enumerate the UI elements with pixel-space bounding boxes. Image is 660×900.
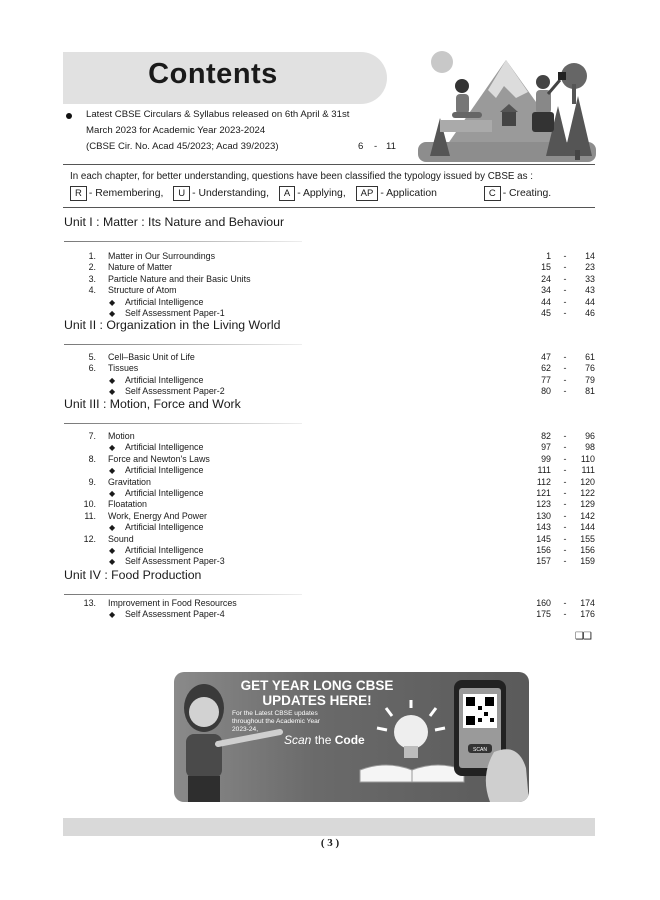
- diamond-bullet-icon: ◆: [109, 557, 116, 567]
- page-from: 77: [541, 374, 551, 385]
- chapter-number: 11.: [84, 510, 96, 521]
- toc-chapter[interactable]: [80, 534, 595, 545]
- toc-chapter[interactable]: [80, 274, 595, 285]
- page-range-dash: -: [563, 363, 567, 374]
- page-from: 121: [536, 488, 551, 498]
- page-to: 61: [585, 352, 595, 362]
- page-from: 80: [541, 386, 551, 397]
- circulars-dash: -: [374, 141, 378, 152]
- page-from: 45: [541, 308, 551, 318]
- toc-chapter[interactable]: [80, 352, 595, 363]
- page-from: 47: [541, 352, 551, 362]
- page-range-dash: -: [563, 488, 567, 498]
- toc-chapter[interactable]: [80, 262, 595, 273]
- page-to: 155: [580, 533, 595, 544]
- toc-subentry[interactable]: [80, 465, 595, 476]
- page-range-dash: -: [563, 352, 567, 362]
- page-from: 34: [541, 285, 551, 296]
- diamond-bullet-icon: ◆: [109, 546, 116, 555]
- entry-title: Self Assessment Paper-4: [125, 609, 225, 620]
- page-from: 175: [536, 609, 551, 620]
- page-from: 157: [536, 556, 551, 567]
- toc-subentry[interactable]: [80, 556, 595, 567]
- toc-chapter[interactable]: [80, 251, 595, 262]
- typology-item-u: U - Understanding,: [173, 186, 269, 201]
- entry-title: Artificial Intelligence: [125, 442, 204, 453]
- page-range-dash: -: [563, 374, 567, 385]
- toc-subentry[interactable]: [80, 609, 595, 620]
- page-from: 156: [536, 545, 551, 555]
- diamond-bullet-icon: ◆: [109, 387, 116, 397]
- page-range-dash: -: [563, 522, 567, 533]
- page-from: 123: [536, 499, 551, 510]
- page-range-dash: -: [563, 453, 567, 464]
- page-from: 62: [541, 363, 551, 374]
- page-from: 111: [537, 465, 551, 476]
- page-from: 97: [541, 442, 551, 453]
- diamond-bullet-icon: ◆: [109, 309, 116, 318]
- page-range-dash: -: [563, 556, 567, 567]
- bullet-icon: [66, 113, 72, 119]
- typology-item-ap: AP - Application: [356, 186, 437, 201]
- page-from: 1: [546, 251, 551, 261]
- page-range-dash: -: [563, 273, 567, 284]
- entry-title: Tissues: [108, 363, 139, 374]
- toc-chapter[interactable]: [80, 285, 595, 296]
- page-range-dash: -: [563, 262, 567, 273]
- page-range-dash: -: [563, 510, 567, 521]
- page-to: 122: [580, 488, 595, 498]
- page-to: 110: [580, 453, 595, 464]
- page-to: 142: [580, 510, 595, 521]
- page-range-dash: -: [563, 308, 567, 318]
- page-range-dash: -: [563, 476, 567, 487]
- end-marks: ❑❑: [575, 631, 591, 642]
- entry-title: Artificial Intelligence: [125, 488, 204, 498]
- page-range-dash: -: [563, 609, 567, 620]
- page-range-dash: -: [563, 386, 567, 397]
- entry-title: Work, Energy And Power: [108, 510, 207, 521]
- toc-subentry[interactable]: [80, 545, 595, 556]
- page-from: 112: [536, 476, 551, 487]
- diamond-bullet-icon: ◆: [109, 523, 116, 533]
- promo-banner[interactable]: [174, 672, 529, 802]
- unit-heading: Unit II : Organization in the Living World: [64, 318, 281, 332]
- toc-chapter[interactable]: [80, 454, 595, 465]
- chapter-number: 6.: [88, 363, 96, 374]
- entry-title: Self Assessment Paper-1: [125, 308, 225, 318]
- diamond-bullet-icon: ◆: [109, 443, 116, 453]
- entry-title: Floatation: [108, 499, 147, 510]
- toc-chapter[interactable]: [80, 363, 595, 374]
- chapter-number: 10.: [83, 499, 96, 510]
- chapter-number: 12.: [83, 533, 96, 544]
- entry-title: Artificial Intelligence: [125, 296, 204, 307]
- toc-chapter[interactable]: [80, 511, 595, 522]
- entry-title: Force and Newton's Laws: [108, 453, 210, 464]
- lightbulb-icon: [377, 700, 445, 758]
- chapter-number: 13.: [83, 598, 96, 608]
- chapter-number: 5.: [88, 352, 96, 362]
- page-to: 144: [580, 522, 595, 533]
- page-from: 145: [536, 533, 551, 544]
- page-to: 33: [585, 273, 595, 284]
- typology-legend: [70, 186, 585, 201]
- diamond-bullet-icon: ◆: [109, 610, 116, 620]
- cabin-shape: [502, 112, 516, 126]
- page-to: 44: [585, 296, 595, 307]
- page-to: 159: [580, 556, 595, 567]
- typology-item-a: A - Applying,: [279, 186, 346, 201]
- typology-item-c: C - Creating.: [484, 186, 551, 201]
- page-to: 120: [580, 476, 595, 487]
- toc-subentry[interactable]: [80, 386, 595, 397]
- page-to: 111: [581, 465, 595, 476]
- toc-chapter[interactable]: [80, 477, 595, 488]
- circulars-page-to: 11: [386, 141, 396, 152]
- entry-title: Sound: [108, 533, 134, 544]
- banner-scan-cta[interactable]: Scan the Code: [284, 733, 365, 747]
- entry-title: Self Assessment Paper-2: [125, 386, 225, 397]
- circulars-page-from: 6: [358, 141, 364, 152]
- chapter-number: 1.: [88, 251, 96, 261]
- entry-title: Gravitation: [108, 476, 151, 487]
- entry-title: Artificial Intelligence: [125, 374, 204, 385]
- page-to: 79: [585, 374, 595, 385]
- page-number: ( 3 ): [320, 837, 340, 849]
- banner-subtitle: For the Latest CBSE updates throughout the Academic Year 2023-24,: [232, 710, 320, 733]
- chapter-number: 9.: [88, 476, 96, 487]
- divider-top: [63, 164, 595, 165]
- book-icon: [360, 765, 464, 782]
- page-range-dash: -: [563, 598, 567, 608]
- unit-heading: Unit III : Motion, Force and Work: [64, 397, 241, 411]
- page-title: Contents: [148, 58, 278, 90]
- entry-title: Artificial Intelligence: [125, 522, 204, 533]
- unit-rule: [64, 241, 302, 242]
- page-to: 81: [585, 386, 595, 397]
- entry-title: Nature of Matter: [108, 262, 173, 273]
- scan-button-label: SCAN: [473, 747, 487, 753]
- typology-item-r: R - Remembering,: [70, 186, 163, 201]
- circulars-line-2: March 2023 for Academic Year 2023-2024: [86, 125, 266, 136]
- entry-title: Improvement in Food Resources: [108, 598, 237, 608]
- page-to: 96: [585, 431, 595, 441]
- toc-chapter[interactable]: [80, 499, 595, 510]
- unit-heading: Unit IV : Food Production: [64, 568, 202, 582]
- page-from: 160: [536, 598, 551, 608]
- diamond-bullet-icon: ◆: [109, 466, 116, 476]
- diamond-bullet-icon: ◆: [109, 375, 116, 385]
- entry-title: Artificial Intelligence: [125, 465, 204, 476]
- entry-title: Particle Nature and their Basic Units: [108, 273, 251, 284]
- diamond-bullet-icon: ◆: [109, 297, 116, 307]
- page-range-dash: -: [563, 296, 567, 307]
- page-range-dash: -: [563, 545, 567, 555]
- chapter-number: 3.: [88, 273, 96, 284]
- chapter-number: 4.: [88, 285, 96, 296]
- sun-icon: [431, 51, 453, 73]
- page-to: 43: [585, 285, 595, 296]
- page-range-dash: -: [563, 465, 567, 476]
- unit-heading: Unit I : Matter : Its Nature and Behaviour: [64, 215, 285, 229]
- entry-title: Structure of Atom: [108, 285, 177, 296]
- page-to: 23: [585, 262, 595, 273]
- page-range-dash: -: [563, 251, 567, 261]
- toc-subentry[interactable]: [80, 297, 595, 308]
- page-to: 98: [585, 442, 595, 453]
- entry-title: Artificial Intelligence: [125, 545, 204, 555]
- toc-subentry[interactable]: [80, 488, 595, 499]
- diamond-bullet-icon: ◆: [109, 489, 116, 498]
- page-to: 14: [585, 251, 595, 261]
- entry-title: Self Assessment Paper-3: [125, 556, 225, 567]
- circulars-line-3: (CBSE Cir. No. Acad 45/2023; Acad 39/2023): [86, 141, 279, 152]
- hand-shape: [486, 749, 529, 802]
- page-to: 46: [585, 308, 595, 318]
- page-from: 99: [541, 453, 551, 464]
- entry-title: Matter in Our Surroundings: [108, 251, 216, 261]
- toc-chapter[interactable]: [80, 598, 595, 609]
- page-from: 24: [541, 273, 551, 284]
- entry-title: Motion: [108, 431, 135, 441]
- page-from: 130: [536, 510, 551, 521]
- header-illustration: [418, 46, 596, 162]
- page-range-dash: -: [563, 442, 567, 453]
- toc-chapter[interactable]: [80, 431, 595, 442]
- page-from: 82: [541, 431, 551, 441]
- toc-subentry[interactable]: [80, 375, 595, 386]
- banner-title: GET YEAR LONG CBSE UPDATES HERE!: [240, 678, 394, 708]
- page-to: 174: [580, 598, 595, 608]
- page-to: 156: [580, 545, 595, 555]
- page-to: 176: [580, 609, 595, 620]
- page-from: 143: [536, 522, 551, 533]
- unit-rule: [64, 423, 302, 424]
- toc-subentry[interactable]: [80, 442, 595, 453]
- chapter-number: 8.: [88, 453, 96, 464]
- chapter-number: 2.: [88, 262, 96, 273]
- footer-band: [63, 818, 595, 836]
- typology-intro: In each chapter, for better understanding, questions have been classified the typology issued by CBSE as :: [70, 171, 533, 182]
- page-range-dash: -: [563, 499, 567, 510]
- toc-subentry[interactable]: [80, 522, 595, 533]
- circulars-line-1: Latest CBSE Circulars & Syllabus released on 6th April & 31st: [86, 109, 350, 120]
- divider-bottom: [63, 207, 595, 208]
- unit-rule: [64, 344, 302, 345]
- page-from: 15: [541, 262, 551, 273]
- page-to: 76: [585, 363, 595, 374]
- page-range-dash: -: [563, 431, 567, 441]
- chapter-number: 7.: [88, 431, 96, 441]
- unit-rule: [64, 594, 302, 595]
- page-range-dash: -: [563, 533, 567, 544]
- page-range-dash: -: [563, 285, 567, 296]
- page-to: 129: [580, 499, 595, 510]
- page-from: 44: [541, 296, 551, 307]
- entry-title: Cell–Basic Unit of Life: [108, 352, 195, 362]
